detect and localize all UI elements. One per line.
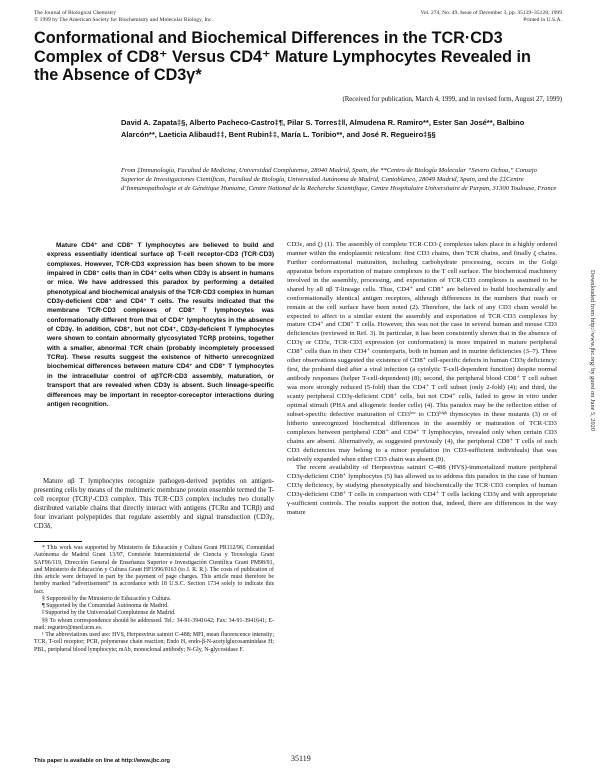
- footnote-abbreviations: ¹ The abbreviations used are: HVS, Herpesvirus saimiri C-488; MFI, mean fluorescence intensity; TCR, T-cell receptor; PCR, polymerase chain reaction; Endo H, endo-β-N-acetylglucosaminidase H; PBL, peripheral blood lymphocyte; mAb, monoclonal antibody; N-Gly, N-glycosidase F.: [34, 632, 274, 653]
- printed-line: Printed in U.S.A.: [523, 17, 562, 23]
- footer-url[interactable]: This paper is available on line at http://www.jbc.org: [34, 758, 170, 764]
- right-column: [287, 241, 557, 518]
- right-paragraph-1: CD3ε, and ζ) (1). The assembly of complete TCR·CD3·ζ complexes takes place in a highly ordered manner within the endoplasmic reticulum: first CD3 chains, then TCR chains, and finally ζ chains. Further conformational maturation, including carbohydrate processing, occurs in the Golgi apparatus before exportation of mature complexes to the T cell surface. The biochemical machinery involved in the assembly, processing, and exportation of TCR·CD3 complexes is assumed to be shared by all αβ T-lineage cells. Thus, CD4⁺ and CD8⁺ are believed to build biochemically and conformationally identical antigen receptors, although differences in the numbers that reach or remain at the cell surface have been noted (2). Therefore, the lack of any CD3 chain would be expected to affect to a similar extent the assembly and exportation of TCR·CD3 complexes by mature CD4⁺ and CD8⁺ T cells. However, this was not the case in several human and mouse CD3 deficiencies (reviewed in Ref. 3). In particular, it has been consistently shown that in the absence of CD3γ or CD3ε, TCR·CD3 expression (or conformation) is more impaired in mature peripheral CD8⁺ cells than in their CD4⁺ counterparts, both in human and in murine deficiencies (3–7). Three other observations suggested the existence of CD8⁺ cell-specific defects in human CD3γ deficiency: first, the proband died after a viral infection (a cytolytic T-cell-dependent function) despite normal antibody responses (helper T-cell-dependent) (8); second, the peripheral blood CD8⁺ T cell subset was more strongly reduced (5-fold) than the CD4⁺ T cell subset (only 2-fold) (4); and third, the scanty peripheral CD3γ-deficient CD8⁺ cells, but not CD4⁺ cells, failed to grow in vitro under optimal stimuli (PHA and allogeneic feeder cells) (4). This paradox may be the reflection either of subset-specific defective maturation of CD3ˡᵒʷ to CD3ʰⁱᵍʰ thymocytes in these mutants (3) or of hitherto unrecognized biochemical differences in the assembly or maturation of TCR·CD3 complexes between peripheral CD8⁺ and CD4⁺ T lymphocytes, revealed only when certain CD3 chains are absent. Alternatively, as suggested previously (4), the peripheral CD8⁺ T cells of such CD3 deficiencies may belong to a minor population (in CD3-sufficient individuals) that was relatively expanded when either CD3 chain was absent (9).: [287, 241, 557, 463]
- article-title: Conformational and Biochemical Differences in the TCR·CD3 Complex of CD8⁺ Versus CD4⁺ Mature Lymphocytes Revealed in the Absence of CD3γ*: [34, 29, 531, 84]
- footnotes: [34, 545, 274, 654]
- right-paragraph-2: The recent availability of Herpesvirus saimiri C-488 (HVS)-immortalized mature peripheral CD3γ-deficient CD8⁺ lymphocytes (5) has allowed us to address this paradox in the case of human CD3γ deficiency, by studying phenotypically and biochemically the TCR·CD3 complex of human CD3γ-deficient CD8⁺ T cells in comparison with CD4⁺ T cells lacking CD3γ and with appropriate γ-sufficient controls. The results support the notion that, indeed, there are differences in the way mature: [287, 464, 557, 517]
- abstract: Mature CD4⁺ and CD8⁺ T lymphocytes are believed to build and express essentially identical surface αβ T-cell receptor-CD3 (TCR·CD3) complexes. However, TCR·CD3 expression has been shown to be more impaired in CD8⁺ cells than in CD4⁺ cells when CD3γ is absent in humans or mice. We have addressed this paradox by performing a detailed phenotypical and biochemical analysis of the TCR·CD3 complex in human CD3γ-deficient CD8⁺ and CD4⁺ T cells. The results indicated that the membrane TCR·CD3 complexes of CD8⁺ T lymphocytes was conformationally different from that of CD4⁺ lymphocytes in the absence of CD3γ. In addition, CD8⁺, but not CD4⁺, CD3γ-deficient T lymphocytes were shown to contain abnormally glycosylated TCRβ proteins, together with a smaller, abnormal TCR chain (probably incompletely processed TCRα). These results suggest the existence of hitherto unrecognized biochemical differences between mature CD4⁺ and CD8⁺ T lymphocytes in the intracellular control of αβTCR·CD3 assembly, maturation, or transport that are revealed when CD3γ is absent. Such lineage-specific differences may be important in receptor-coreceptor interactions during antigen recognition.: [47, 242, 274, 408]
- footnote-correspondence: §§ To whom correspondence should be addressed. Tel.: 34-91-3941642; Fax: 34-91-3941641; E-mail: regueiro@med.ucm.es.: [34, 617, 274, 631]
- received-dates: (Received for publication, March 4, 1999, and in revised form, August 27, 1999): [342, 96, 562, 103]
- affiliations: From ‡Inmunología, Facultad de Medicina, Universidad Complutense, 28040 Madrid, Spain, the **Centro de Biología Molecular “Severo Ochoa,” Consejo Superior de Investigaciones Científicas, Facultad de Biología, Universidad Autónoma de Madrid, Cantoblanco, 28049 Madrid, Spain, and the ‡‡Centre d’Immunopathologie et de Génétique Humaine, Centre National de la Recherche Scientifique, Centre Hospitalaire Universitaire de Purpan, 31300 Toulouse, France: [121, 167, 557, 193]
- intro-paragraph-left: Mature αβ T lymphocytes recognize pathogen-derived peptides on antigen-presenting cells by means of the multimeric membrane protein ensemble termed the T-cell receptor (TCR)¹-CD3 complex. This TCR·CD3 complex includes two clonally distributed variable chains that directly interact with antigens (TCRα and TCRβ) and four invariant polypeptides that regulate assembly and signal transduction (CD3γ, CD3δ,: [34, 478, 274, 530]
- copyright-line: © 1999 by The American Society for Biochemistry and Molecular Biology, Inc.: [34, 17, 213, 23]
- journal-name: The Journal of Biological Chemistry: [34, 10, 117, 16]
- footnote-support-3: ‖ Supported by the Universidad Complutense de Madrid.: [42, 610, 176, 617]
- footnote-funding: * This work was supported by Ministerio de Educación y Cultura Grant PR112/96, Comunidad Autónoma de Madrid Grant 13/97, Comisión Interministerial de Ciencia y Tecnología Grant SAF96/119, Dirección General de Enseñanza Superior e Investigación Científica Grant PM98/91, and Ministerio de Educación y Cultura Grant HF1996/0163 (to J. R. R.). The costs of publication of this article were defrayed in part by the payment of page charges. This article must therefore be hereby marked “advertisement” in accordance with 18 U.S.C. Section 1734 solely to indicate this fact.: [34, 545, 274, 595]
- author-list: David A. Zapata‡§, Alberto Pacheco-Castro‡¶, Pilar S. Torres‡‖, Almudena R. Ramiro**, Ester San José**, Balbino Alarcón**, Laeticia Alibaud‡‡, Bent Rubin‡‡, María L. Toribio**, and José R. Regueiro‡§§: [121, 118, 525, 139]
- page-number: 35119: [291, 754, 311, 763]
- journal-header-right: [420, 10, 562, 24]
- footnote-support-1: § Supported by the Ministerio de Educación y Cultura.: [42, 595, 172, 602]
- footnote-rule: [34, 541, 82, 542]
- journal-header-left: [34, 10, 213, 24]
- issue-line: Vol. 274, No. 49, Issue of December 3, pp. 35119–35128, 1999: [420, 10, 562, 16]
- footnote-support-2: ¶ Supported by the Comunidad Autónoma de Madrid.: [42, 603, 169, 609]
- download-note: Downloaded from http://www.jbc.org/ by guest on June 5, 2020: [589, 270, 596, 431]
